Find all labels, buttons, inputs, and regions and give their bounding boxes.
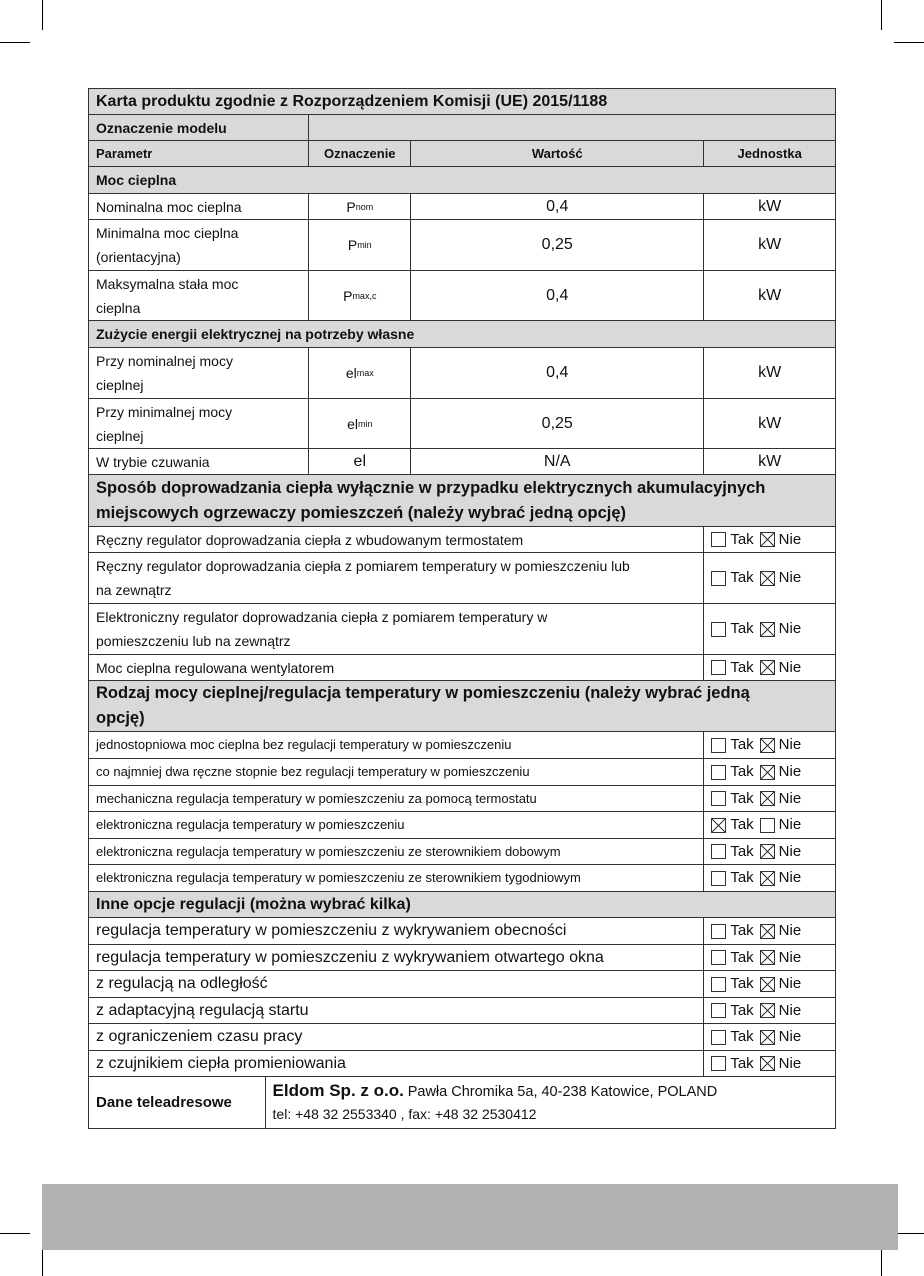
header-parametr: Parametr [96,145,153,161]
checkbox-tak[interactable] [711,738,726,753]
checkbox-nie[interactable] [760,871,775,886]
option-row [88,527,836,553]
checkbox-nie[interactable] [760,622,775,637]
crop-mark [0,42,30,43]
section-title: Sposób doprowadzania ciepła wyłącznie w przypadku elektrycznych akumulacyjnych miejscowych ogrzewaczy pomieszczeń (należy wybrać jedną opcję) [96,478,766,522]
crop-mark [42,0,43,30]
yes-no-choice: Tak Nie [703,527,835,552]
yes-no-choice: Tak Nie [703,732,835,758]
checkbox-nie[interactable] [760,844,775,859]
param-unit: kW [703,194,835,219]
option-row [88,1051,836,1077]
footer-bar [42,1184,898,1250]
checkbox-tak[interactable] [711,1056,726,1071]
table-row [88,348,836,399]
section-heat [88,167,836,194]
option-row [88,812,836,839]
checkbox-tak[interactable] [711,571,726,586]
checkbox-nie[interactable] [760,818,775,833]
checkbox-nie[interactable] [760,660,775,675]
title-row [88,88,836,115]
checkbox-nie[interactable] [760,1030,775,1045]
param-symbol: P max,c [308,271,410,320]
yes-no-choice: Tak Nie [703,998,835,1023]
section-supply [88,475,836,527]
option-label: Moc cieplna regulowana wentylatorem [96,659,335,676]
yes-no-choice: Tak Nie [703,1024,835,1050]
company-name: Eldom Sp. z o.o. [272,1081,404,1100]
checkbox-nie[interactable] [760,977,775,992]
crop-mark [0,1233,30,1234]
crop-mark [42,1246,43,1276]
option-label: elektroniczna regulacja temperatury w pomieszczeniu ze sterownikiem tygodniowym [96,870,581,885]
contact-address-line [273,1080,718,1103]
option-row [88,839,836,865]
option-label: elektroniczna regulacja temperatury w pomieszczeniu [96,817,405,832]
table-row [88,271,836,321]
option-row [88,604,836,655]
param-label: Minimalna moc cieplna (orientacyjna) [96,225,239,265]
param-value: 0,25 [410,220,703,270]
page-title: Karta produktu zgodnie z Rozporządzeniem Komisji (UE) 2015/1188 [96,92,608,110]
param-label: Przy minimalnej mocy cieplnej [96,403,233,444]
company-address: Pawła Chromika 5a, 40-238 Katowice, POLAND [407,1084,718,1100]
checkbox-tak[interactable] [711,844,726,859]
param-value: 0,4 [410,348,703,398]
section-other [88,892,836,918]
checkbox-nie[interactable] [760,1003,775,1018]
option-row [88,655,836,681]
param-value: 0,4 [410,271,703,320]
checkbox-tak[interactable] [711,924,726,939]
option-label: mechaniczna regulacja temperatury w pomieszczeniu za pomocą termostatu [96,790,537,806]
param-label: Przy nominalnej mocy cieplnej [96,353,233,393]
option-row [88,759,836,786]
param-value: 0,25 [410,399,703,448]
option-label: z adaptacyjną regulacją startu [96,1001,309,1019]
section-title: Zużycie energii elektrycznej na potrzeby własne [96,326,415,342]
crop-mark [894,42,924,43]
option-label: z ograniczeniem czasu pracy [96,1028,303,1045]
param-unit: kW [703,271,835,320]
table-row [88,194,836,220]
yes-no-choice: Tak Nie [703,1051,835,1076]
header-oznaczenie: Oznaczenie [308,141,410,166]
table-row [88,399,836,449]
param-symbol: el min [308,399,410,448]
checkbox-tak[interactable] [711,818,726,833]
checkbox-tak[interactable] [711,622,726,637]
option-row [88,786,836,812]
yes-no-choice: Tak Nie [703,786,835,811]
checkbox-tak[interactable] [711,950,726,965]
contact-label: Dane teleadresowe [96,1093,232,1111]
option-label: Ręczny regulator doprowadzania ciepła z pomiarem temperatury w pomieszczeniu lub na zewnątrz [96,558,630,598]
checkbox-nie[interactable] [760,765,775,780]
yes-no-choice: Tak Nie [703,553,835,603]
table-row [88,449,836,475]
param-unit: kW [703,348,835,398]
checkbox-nie[interactable] [760,532,775,547]
param-symbol: el max [308,348,410,398]
option-label: elektroniczna regulacja temperatury w pomieszczeniu ze sterownikiem dobowym [96,843,561,859]
yes-no-choice: Tak Nie [703,812,835,838]
option-label: regulacja temperatury w pomieszczeniu z wykrywaniem obecności [96,922,567,939]
param-label: W trybie czuwania [96,453,210,470]
section-title: Moc cieplna [96,172,177,188]
checkbox-tak[interactable] [711,765,726,780]
param-unit: kW [703,220,835,270]
option-row [88,1024,836,1051]
param-label: Nominalna moc cieplna [96,198,242,215]
contact-row [88,1077,836,1129]
option-label: Ręczny regulator doprowadzania ciepła z wbudowanym termostatem [96,531,524,548]
crop-mark [894,1233,924,1234]
param-value: N/A [410,449,703,474]
checkbox-tak[interactable] [711,977,726,992]
option-row [88,998,836,1024]
company-phone: tel: +48 32 2553340 , fax: +48 32 2530412 [272,1106,537,1122]
param-unit: kW [703,399,835,448]
param-symbol: P min [308,220,410,270]
option-label: jednostopniowa moc cieplna bez regulacji temperatury w pomieszczeniu [96,737,512,752]
option-label: co najmniej dwa ręczne stopnie bez regulacji temperatury w pomieszczeniu [96,764,530,779]
yes-no-choice: Tak Nie [703,759,835,785]
checkbox-tak[interactable] [711,660,726,675]
product-fiche-table [88,88,836,1129]
yes-no-choice: Tak Nie [703,604,835,654]
model-label: Oznaczenie modelu [89,115,308,140]
checkbox-nie[interactable] [760,571,775,586]
header-row [88,141,836,167]
option-label: Elektroniczny regulator doprowadzania ciepła z pomiarem temperatury w pomieszczeniu lub na zewnątrz [96,609,548,649]
model-value [308,115,835,140]
option-row [88,971,836,998]
option-row [88,865,836,892]
checkbox-nie[interactable] [760,1056,775,1071]
section-title: Rodzaj mocy cieplnej/regulacja temperatury w pomieszczeniu (należy wybrać jedną opcję) [96,684,750,727]
yes-no-choice: Tak Nie [703,971,835,997]
checkbox-nie[interactable] [760,924,775,939]
crop-mark [881,1246,882,1276]
param-unit: kW [703,449,835,474]
section-title: Inne opcje regulacji (można wybrać kilka) [96,895,411,913]
section-elec [88,321,836,348]
checkbox-tak[interactable] [711,1003,726,1018]
option-label: z czujnikiem ciepła promieniowania [96,1054,346,1072]
option-label: z regulacją na odległość [96,975,268,992]
contact-details [265,1077,835,1128]
checkbox-tak[interactable] [711,532,726,547]
table-row [88,220,836,271]
option-row [88,945,836,971]
model-row [88,115,836,141]
param-symbol: P nom [308,194,410,219]
param-label: Maksymalna stała moc cieplna [96,275,239,316]
checkbox-tak[interactable] [711,791,726,806]
checkbox-tak[interactable] [711,1030,726,1045]
crop-mark [881,0,882,30]
option-row [88,918,836,945]
param-symbol: el [308,449,410,474]
yes-no-choice: Tak Nie [703,918,835,944]
option-row [88,732,836,759]
yes-no-choice: Tak Nie [703,839,835,864]
checkbox-tak[interactable] [711,871,726,886]
option-label: regulacja temperatury w pomieszczeniu z wykrywaniem otwartego okna [96,948,604,966]
yes-no-choice: Tak Nie [703,655,835,680]
param-value: 0,4 [410,194,703,219]
checkbox-nie[interactable] [760,791,775,806]
yes-no-choice: Tak Nie [703,865,835,891]
checkbox-nie[interactable] [760,950,775,965]
header-wartosc: Wartość [410,141,703,166]
yes-no-choice: Tak Nie [703,945,835,970]
option-row [88,553,836,604]
header-jednostka: Jednostka [703,141,835,166]
section-type [88,681,836,732]
checkbox-nie[interactable] [760,738,775,753]
